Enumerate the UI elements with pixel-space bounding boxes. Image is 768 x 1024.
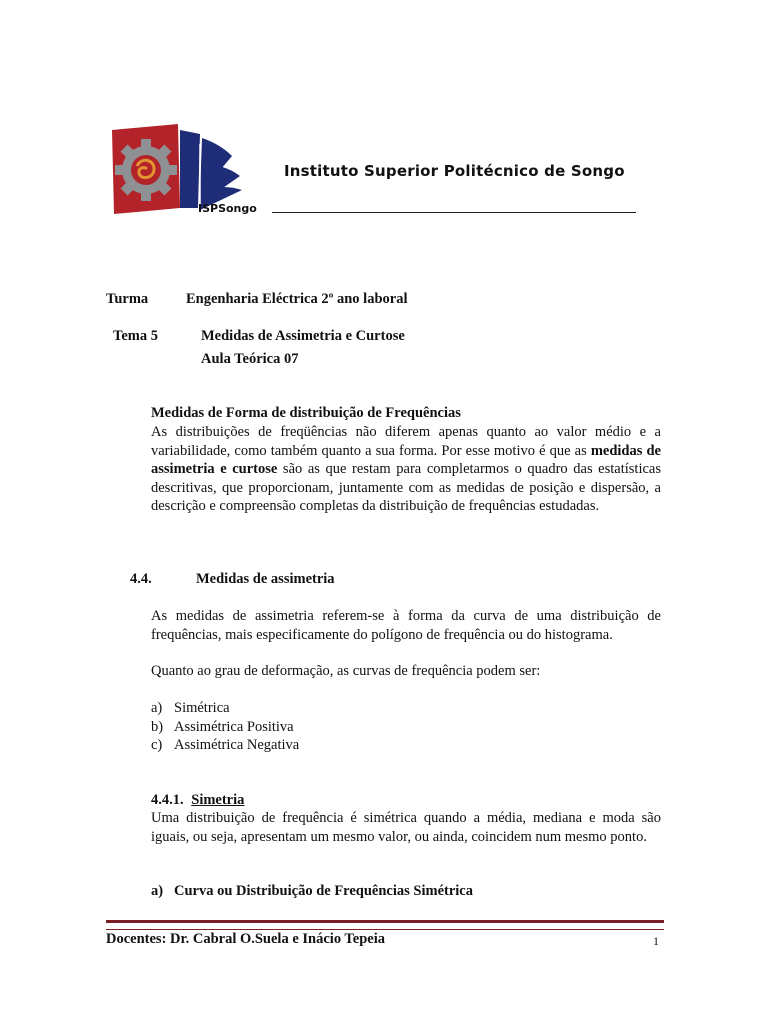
list-item-text: Assimétrica Negativa	[174, 737, 300, 754]
turma-label: Turma	[106, 291, 149, 307]
intro-text-1: As distribuições de freqüências não diferem apenas quanto ao valor médio e a variabilidade, como também quanto a sua forma. Por esse motivo é que as	[151, 424, 665, 459]
section-441-paragraph: Uma distribuição de frequência é simétrica quando a média, mediana e moda são iguais, ou seja, apresentam um mesmo valor, ou ainda, coincidem num mesmo ponto.	[151, 810, 661, 845]
footer-rule	[106, 920, 664, 930]
turma-value: Engenharia Eléctrica 2º ano laboral	[186, 291, 408, 307]
aula-label: Aula Teórica 07	[201, 351, 299, 367]
list-item-text: Simétrica	[174, 700, 230, 716]
section-44-paragraph: As medidas de assimetria referem-se à forma da curva de uma distribuição de frequências, mais especificamente do polígono de frequência ou do histograma.	[151, 608, 661, 643]
list-item-text: Assimétrica Positiva	[174, 718, 294, 735]
section-441-number: 4.4.1.	[151, 792, 184, 808]
logo-text: ISPSongo	[198, 202, 257, 215]
curve-type-list	[151, 699, 299, 755]
intro-paragraph	[151, 423, 665, 516]
tema-label: Tema 5	[113, 328, 158, 344]
header-rule	[272, 212, 636, 213]
tema-value: Medidas de Assimetria e Curtose	[201, 328, 405, 344]
intro-heading: Medidas de Forma de distribuição de Frequências	[151, 405, 461, 421]
section-441-heading	[151, 792, 244, 809]
subsection-title: Curva ou Distribuição de Frequências Simétrica	[174, 883, 473, 899]
subsection-heading	[151, 883, 473, 900]
subsection-marker: a)	[151, 883, 164, 899]
list-item	[151, 736, 299, 755]
section-44-title: Medidas de assimetria	[196, 571, 335, 587]
footer-docentes: Docentes: Dr. Cabral O.Suela e Inácio Tepeia	[106, 931, 385, 947]
list-marker: a)	[151, 700, 163, 716]
section-44-intro-list: Quanto ao grau de deformação, as curvas de frequência podem ser:	[151, 663, 541, 679]
list-marker: b)	[151, 718, 164, 735]
institute-name: Instituto Superior Politécnico de Songo	[284, 162, 625, 180]
intro-text-2: são as que restam para completarmos o quadro das estatísticas descritivas, que proporcionam, juntamente com as medidas de posição e dispersão, a descrição e compreensão completas da distribuição de frequências estudadas.	[151, 461, 665, 515]
section-441-title: Simetria	[191, 792, 245, 808]
list-item	[151, 718, 299, 737]
list-item	[151, 699, 299, 718]
intro-text-bold: medidas de assimetria e curtose	[151, 442, 661, 478]
list-marker: c)	[151, 737, 163, 754]
section-44-number: 4.4.	[130, 571, 152, 587]
page-number: 1	[653, 934, 659, 948]
